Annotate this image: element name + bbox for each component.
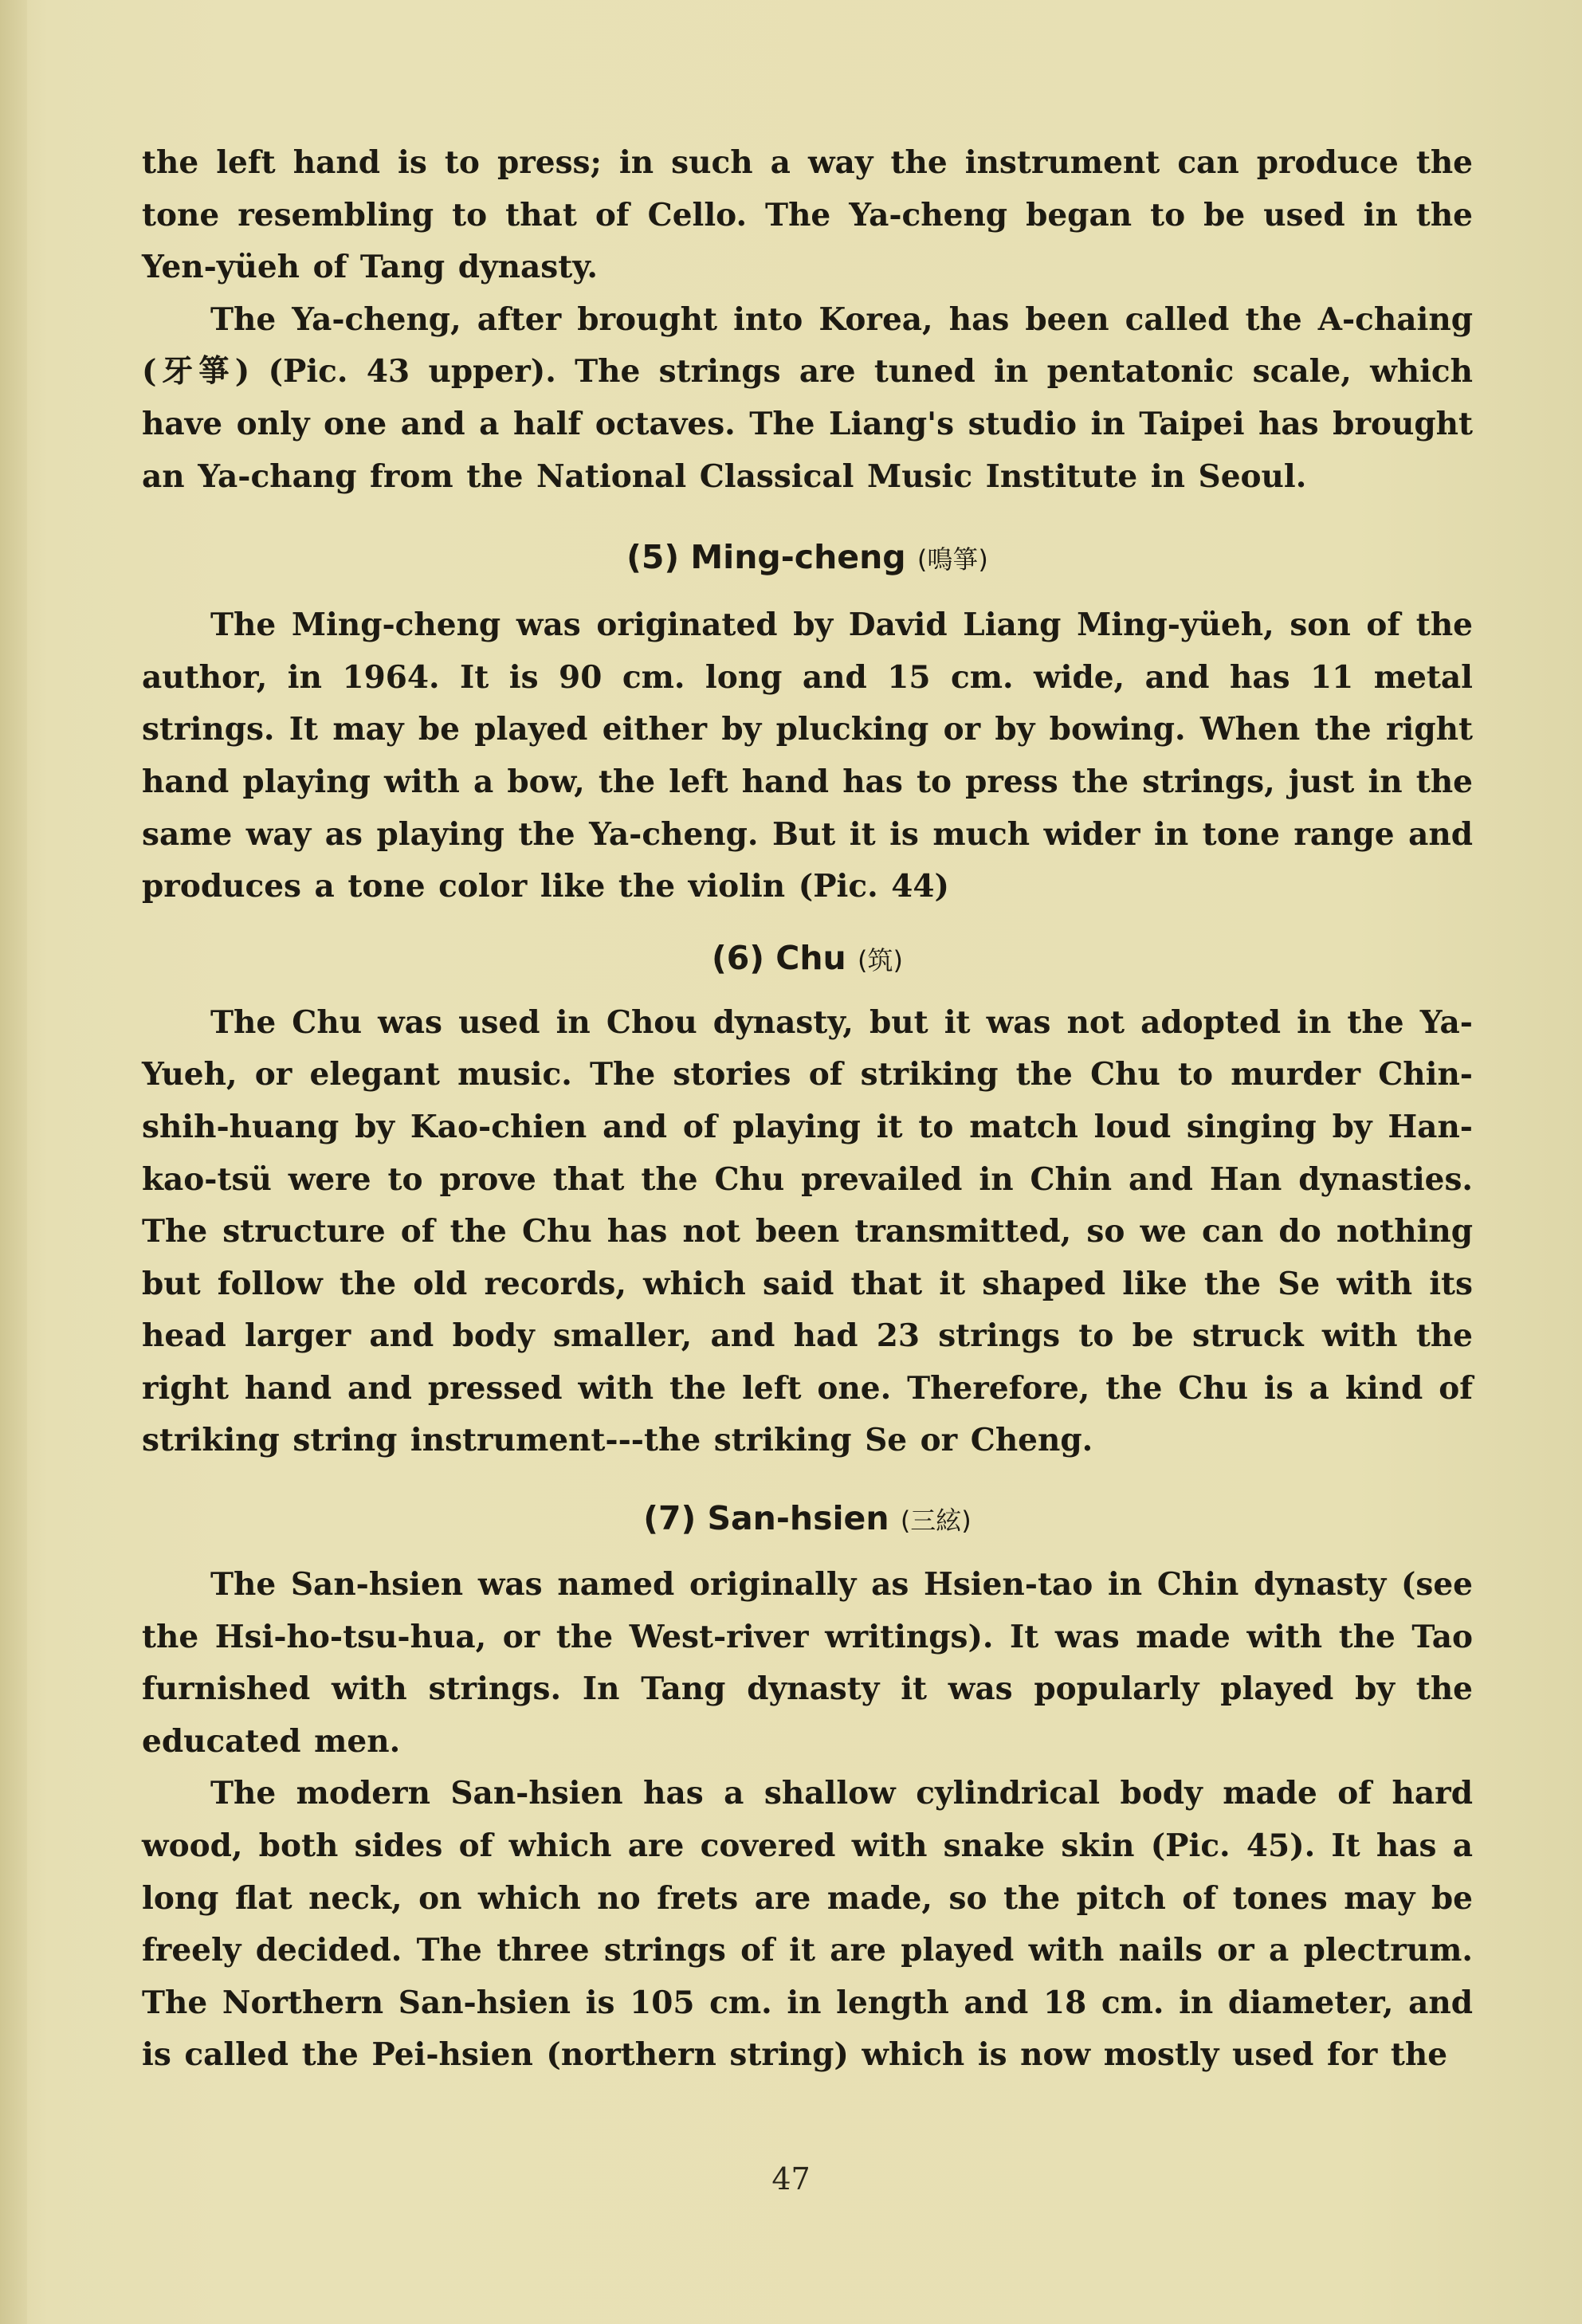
paragraph-chu: The Chu was used in Chou dynasty, but it was not adopted in the Ya-Yueh, or elegant music. The stories of striking the Chu to murder Chin-shih-huang by Kao-chien and of playing it to match loud singing by Han-kao-tsü were to prove that the Chu prevailed in Chin and Han dynasties. The structure of the Chu has not been transmitted, so we can do nothing but follow the old records, which said that it shaped like the Se with its head larger and body smaller, and had 23 strings to be struck with the right hand and pressed with the left one. Therefore, the Chu is a kind of striking string instrument---the striking Se or Cheng. <box>142 1003 1473 1459</box>
heading-title: (7) San-hsien <box>643 1499 889 1538</box>
heading-chinese-characters: (鳴箏) <box>917 544 988 575</box>
paragraph-ming-cheng: The Ming-cheng was originated by David Liang Ming-yüeh, son of the author, in 1964. It is 90 cm. long and 15 cm. wide, and has 11 metal strings. It may be played either by plucking or by bowing. When the right hand playing with a bow, the left hand has to press the strings, just in the same way as playing the Ya-cheng. But it is much wider in tone range and produces a tone color like the violin (Pic. 44) <box>142 607 1473 905</box>
paragraph-san-hsien-origin: The San-hsien was named originally as Hsien-tao in Chin dynasty (see the Hsi-ho-tsu-hua, or the West-river writings). It was made with the Tao furnished with strings. In Tang dynasty it was popularly played by the educated men. <box>142 1566 1473 1760</box>
page-binding-edge <box>0 0 27 2324</box>
paragraph-san-hsien-modern: The modern San-hsien has a shallow cylindrical body made of hard wood, both sides of which are covered with snake skin (Pic. 45). It has a long flat neck, on which no frets are made, so the pitch of tones may be freely decided. The three strings of it are played with nails or a plectrum. The Northern San-hsien is 105 cm. in length and 18 cm. in diameter, and is called the Pei-hsien (northern string) which is now mostly used for the <box>142 1775 1473 2074</box>
heading-chinese-characters: (筑) <box>858 944 903 976</box>
page-number: 47 <box>771 2161 811 2196</box>
heading-title: (5) Ming-cheng <box>626 538 906 577</box>
paragraph-ya-cheng-korea: The Ya-cheng, after brought into Korea, has been called the A-chaing (牙箏) (Pic. 43 upper). The strings are tuned in pentatonic scale, which have only one and a half octaves. The Liang's studio in Taipei has brought an Ya-chang from the National Classical Music Institute in Seoul. <box>142 300 1473 495</box>
section-heading-san-hsien <box>142 1499 1473 1538</box>
heading-chinese-characters: (三絃) <box>900 1505 972 1537</box>
page-body <box>142 137 1473 2082</box>
section-heading-ming-cheng <box>142 538 1473 577</box>
heading-title: (6) Chu <box>711 938 846 977</box>
paragraph-ya-cheng-continued: the left hand is to press; in such a way the instrument can produce the tone resembling to that of Cello. The Ya-cheng began to be used in the Yen-yüeh of Tang dynasty. <box>142 144 1473 286</box>
section-heading-chu <box>142 938 1473 977</box>
